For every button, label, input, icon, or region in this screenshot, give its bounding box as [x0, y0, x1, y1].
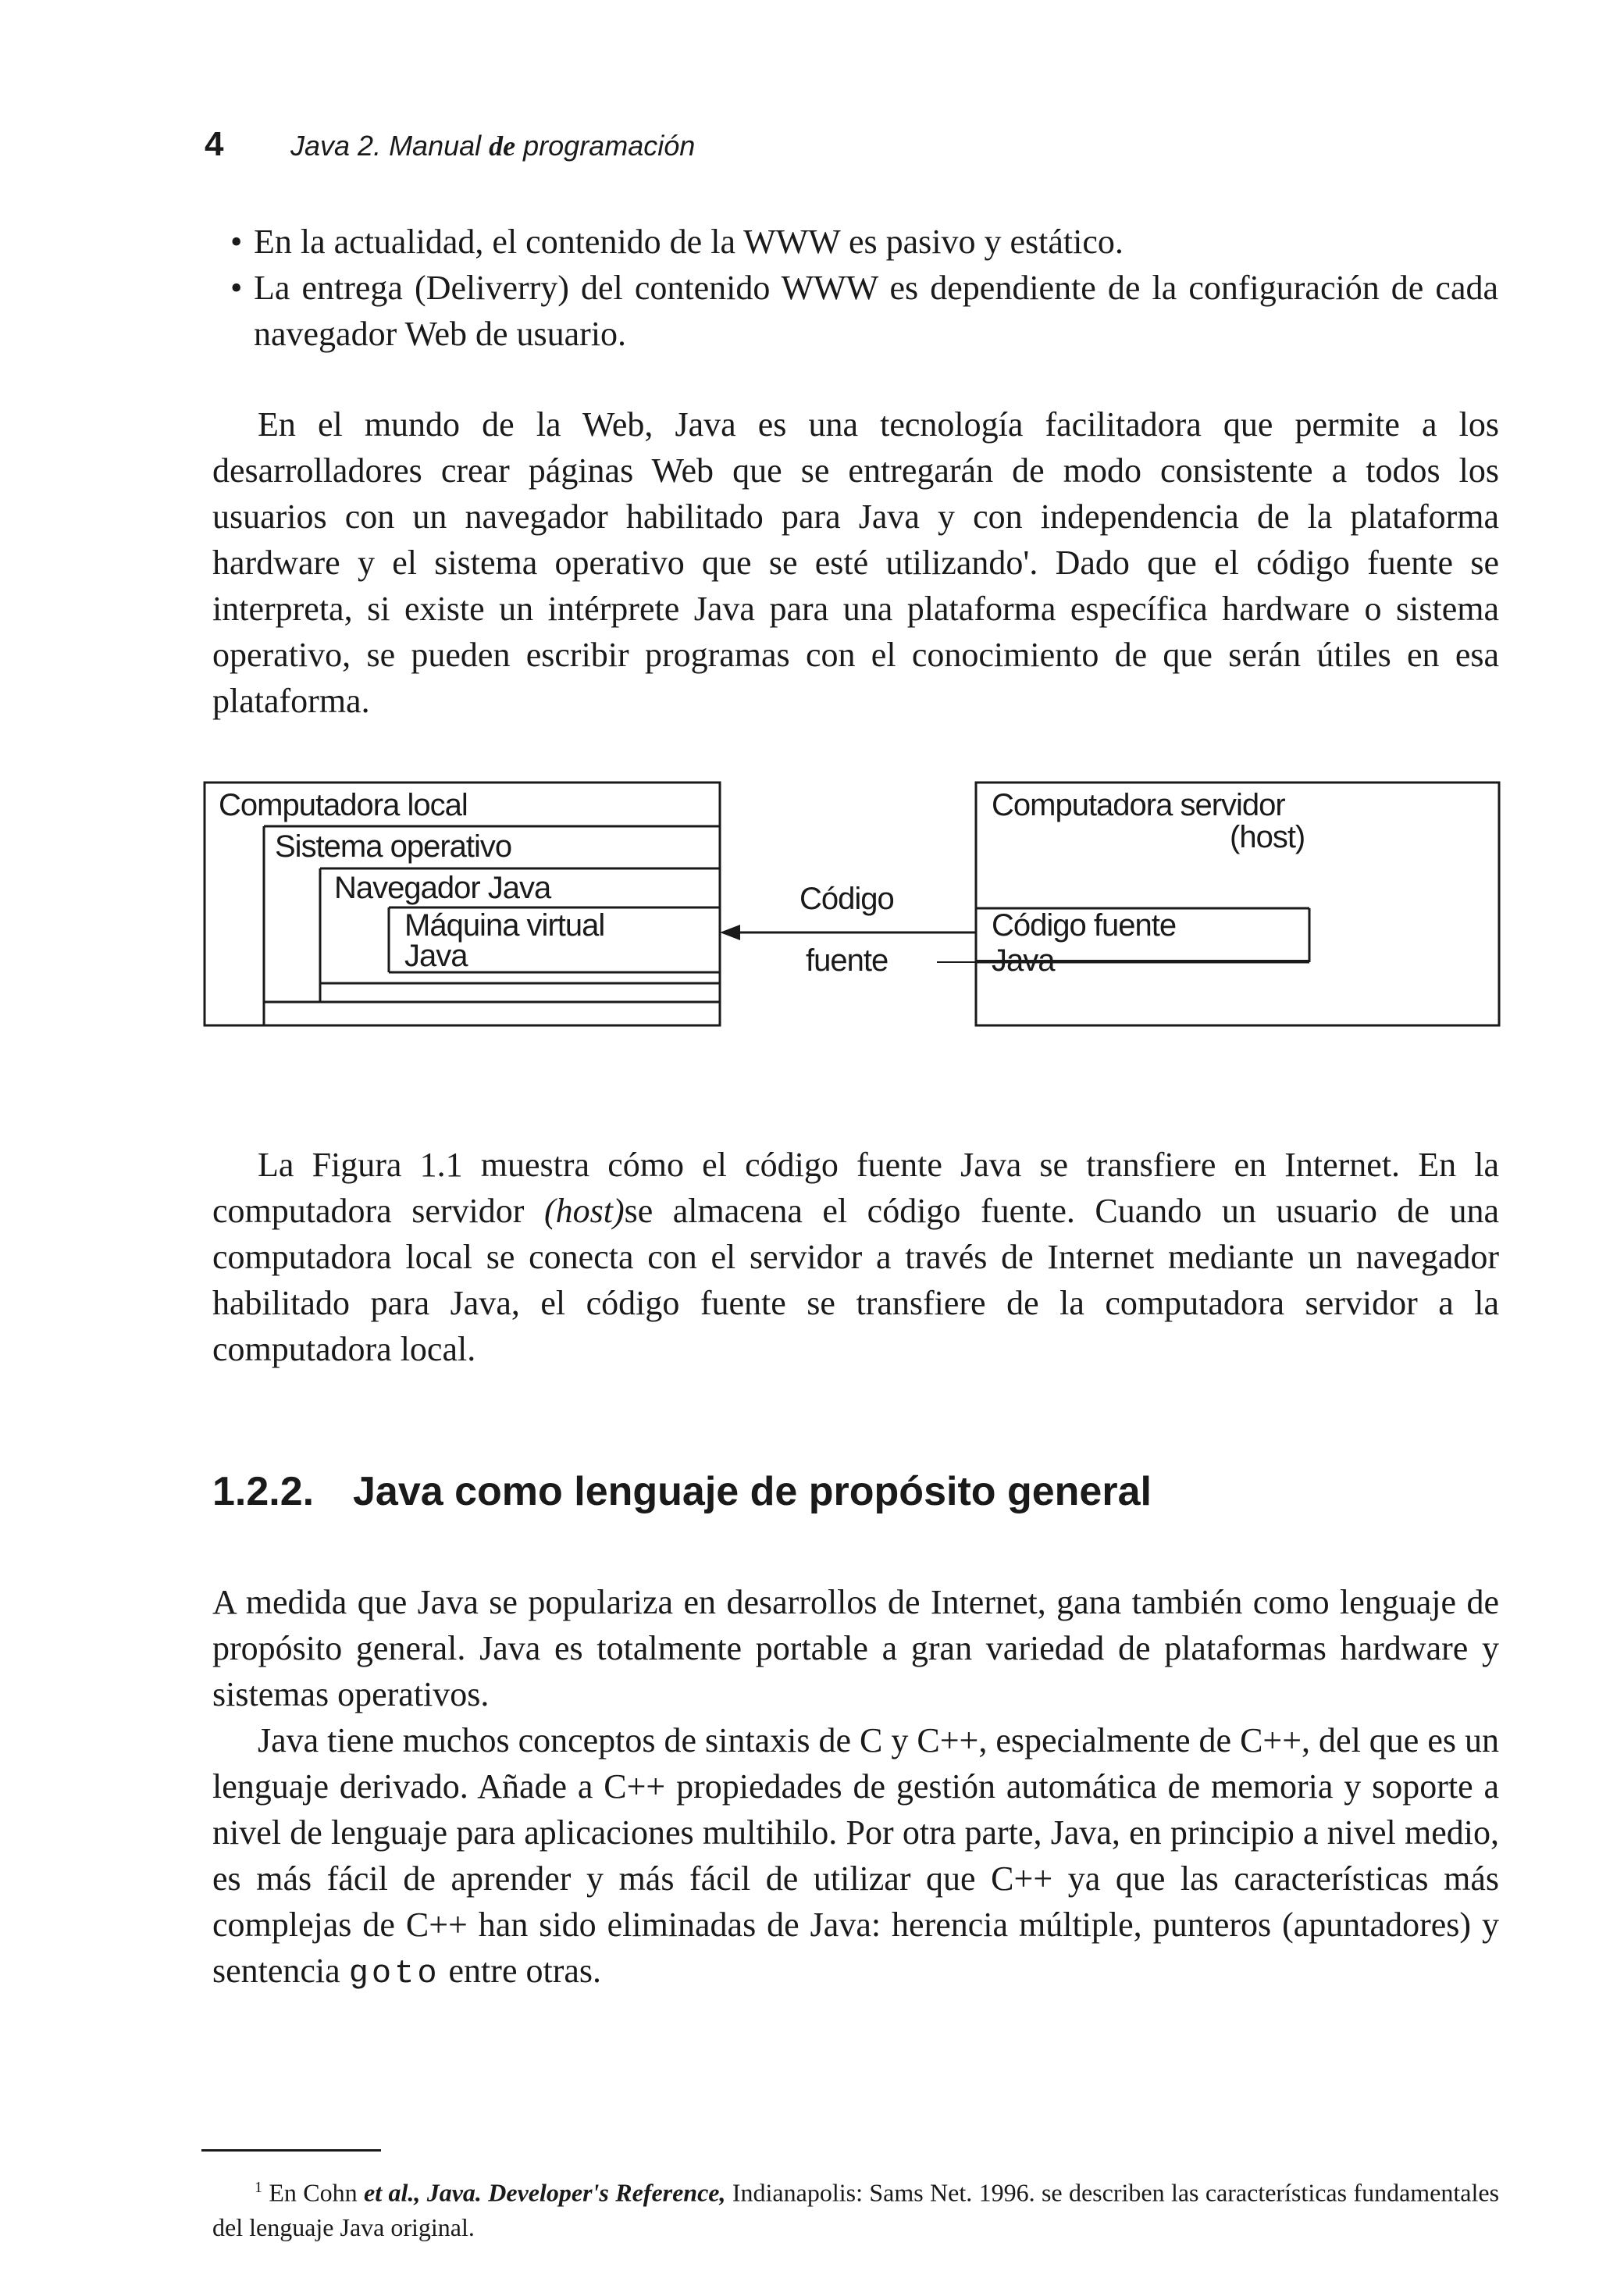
- label-java-browser: Navegador Java: [334, 871, 551, 905]
- section-heading: [212, 1468, 1152, 1515]
- code-goto: goto: [348, 1955, 440, 1992]
- page-number: 4: [205, 125, 224, 163]
- label-operating-system: Sistema operativo: [275, 829, 512, 864]
- footnote: $^1$ En Cohn et al., Java. Developer's Reference, Indianapolis: Sams Net. 1996. se describen las características fundamentales del lenguaje Java original.: [212, 2178, 1500, 2241]
- paragraph-web-technology: En el mundo de la Web, Java es una tecnología facilitadora que permite a los desarrolladores crear páginas Web que se entregarán de modo consistente a todos los usuarios con un navegador habilitado para Java y con independencia de la plataforma hardware y el sistema operativo que se esté utilizando'. Dado que el código fuente se interpreta, si existe un intérprete Java para una plataforma específica hardware o sistema operativo, se pueden escribir programas con el conocimiento de que serán útiles en esa plataforma.: [212, 405, 1499, 720]
- label-source-code-line2: Java: [992, 943, 1055, 978]
- paragraph-general-purpose: A medida que Java se populariza en desarrollos de Internet, gana también como lenguaje de propósito general. Java es totalmente portable a gran variedad de plataformas hardware y sistemas operativos.: [212, 1583, 1499, 1713]
- label-jvm-line2: Java: [404, 939, 468, 973]
- bullet-glyph: •: [230, 223, 243, 261]
- label-server-computer: Computadora servidor: [992, 788, 1285, 822]
- bullet-glyph: •: [230, 269, 243, 307]
- footnote-rule: [201, 2149, 381, 2152]
- server-box: [976, 783, 1499, 1025]
- running-header: [205, 125, 695, 164]
- paragraph-figure-explanation: La Figura 1.1 muestra cómo el código fuente Java se transfiere en Internet. En la computadora servidor (host)se almacena el código fuente. Cuando un usuario de una computadora local se conecta con el servidor a través de Internet mediante un navegador habilitado para Java, el código fuente se transfiere de la computadora servidor a la computadora local.: [212, 1146, 1500, 1368]
- bullet-item: • En la actualidad, el contenido de la WWW es pasivo y estático.: [254, 219, 1498, 265]
- arrowhead: [720, 925, 740, 940]
- label-jvm-line1: Máquina virtual: [404, 908, 605, 943]
- label-arrow-codigo: Código: [800, 882, 894, 916]
- label-local-computer: Computadora local: [219, 788, 468, 822]
- local-computer-box: [205, 783, 720, 1025]
- label-server-host: (host): [1230, 820, 1305, 854]
- section-title: Java como lenguaje de propósito general: [353, 1469, 1152, 1514]
- bullet-item: • La entrega (Deliverry) del contenido WWW es dependiente de la configuración de cada navegador Web de usuario.: [254, 265, 1498, 357]
- label-source-code-line1: Código fuente: [992, 908, 1177, 943]
- running-title: Java 2. Manual de programación: [290, 130, 696, 162]
- footnote-marker: 1: [255, 2179, 262, 2196]
- section-number: 1.2.2.: [212, 1469, 315, 1514]
- label-arrow-fuente: fuente: [806, 943, 889, 978]
- paragraph-syntax: Java tiene muchos conceptos de sintaxis de C y C++, especialmente de C++, del que es un lenguaje derivado. Añade a C++ propiedades de gestión automática de memoria y soporte a nivel de lenguaje para aplicaciones multihilo. Por otra parte, Java, en principio a nivel medio, es más fácil de aprender y más fácil de utilizar que C++ ya que las características más complejas de C++ han sido eliminadas de Java: herencia múltiple, punteros (apuntadores) y sentencia goto entre otras.: [212, 1721, 1499, 1992]
